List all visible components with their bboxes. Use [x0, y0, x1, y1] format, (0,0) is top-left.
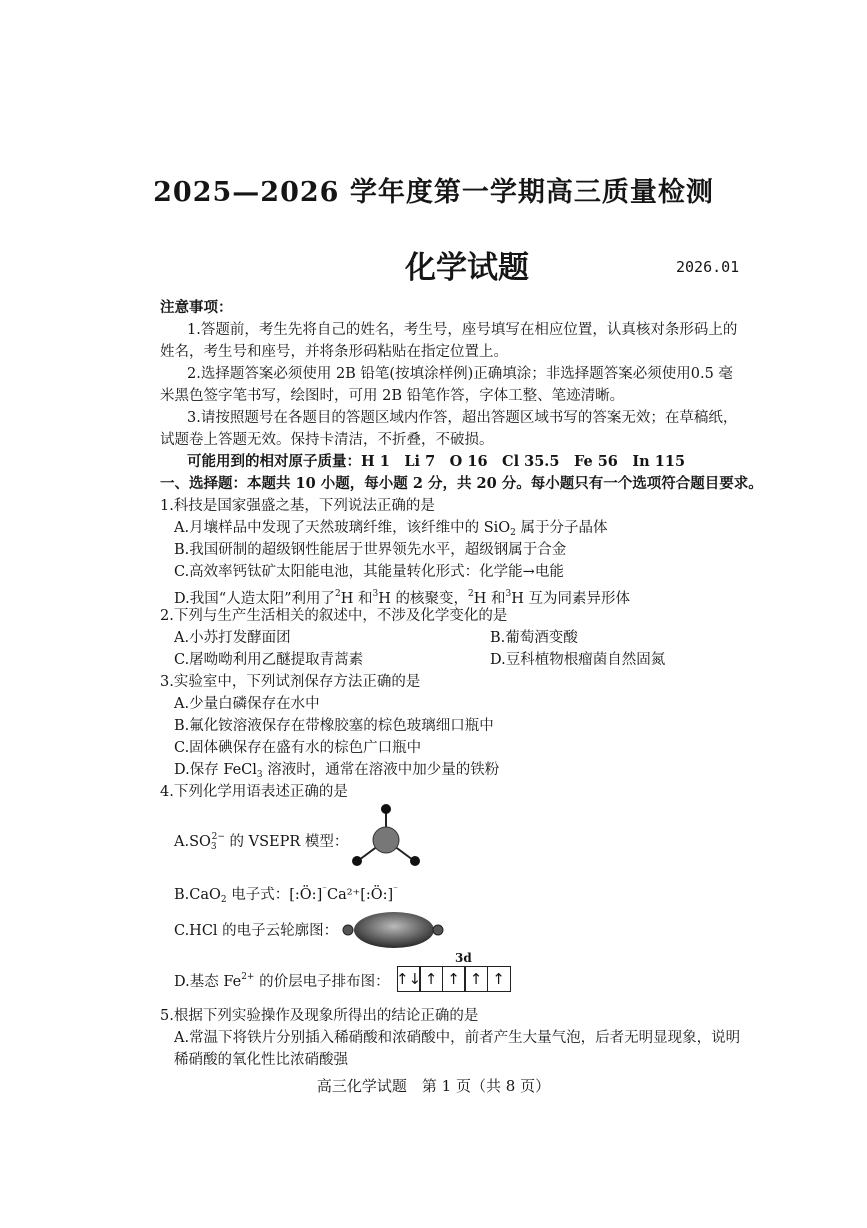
q3-option-a: A.少量白磷保存在水中	[174, 696, 320, 712]
q3-option-c: C.固体碘保存在盛有水的棕色广口瓶中	[174, 740, 422, 756]
orbital-label: 3d	[455, 951, 472, 965]
notice-heading: 注意事项：	[160, 299, 233, 316]
q1-option-a: A.月壤样品中发现了天然玻璃纤维，该纤维中的 SiO$_2$ 属于分子晶体	[174, 520, 608, 538]
q4-option-b: B.CaO$_2$ 电子式：[:Ö:]⁻Ca²⁺[:Ö:]⁻	[174, 885, 398, 905]
subject-title: 化学试题	[405, 250, 529, 286]
orbital-box: ↑	[464, 966, 488, 992]
q4-option-c: C.HCl 的电子云轮廓图：	[174, 923, 339, 939]
q5-option-a-line2: 稀硝酸的氧化性比浓硝酸强	[174, 1052, 348, 1068]
notice-item3-line1: 3.请按照题号在各题目的答题区域内作答，超出答题区域书写的答案无效；在草稿纸，	[187, 410, 738, 426]
orbital-box: ↑	[419, 966, 443, 992]
notice-item1-line1: 1.答题前，考生先将自己的姓名，考生号，座号填写在相应位置，认真核对条形码上的	[187, 322, 738, 338]
q2-option-d: D.豆科植物根瘤菌自然固氮	[490, 652, 666, 668]
q3-option-b: B.氟化铵溶液保存在带橡胶塞的棕色玻璃细口瓶中	[174, 718, 494, 734]
orbital-box: ↑	[487, 966, 511, 992]
vsepr-model-diagram	[345, 800, 435, 872]
cao2-electron-formula: [:Ö:]⁻Ca²⁺[:Ö:]⁻	[289, 885, 398, 903]
atomic-mass-line: 可能用到的相对原子质量：H 1 Li 7 O 16 Cl 35.5 Fe 56 In 115	[187, 453, 686, 470]
fe-orbital-diagram	[395, 966, 511, 992]
section-heading: 一、选择题：本题共 10 小题，每小题 2 分，共 20 分。每小题只有一个选项符合题目要求。	[160, 475, 763, 492]
exam-title: 2025—2026 学年度第一学期高三质量检测	[153, 177, 714, 208]
notice-item2-line1: 2.选择题答案必须使用 2B 铅笔(按填涂样例)正确填涂；非选择题答案必须使用0.5 毫	[187, 366, 733, 382]
q2-option-b: B.葡萄酒变酸	[490, 630, 578, 646]
q5-stem: 5.根据下列实验操作及现象所得出的结论正确的是	[160, 1008, 479, 1024]
q2-option-c: C.屠呦呦利用乙醚提取青蒿素	[174, 652, 364, 668]
notice-item3-line2: 试题卷上答题无效。保持卡清洁，不折叠，不破损。	[160, 432, 494, 448]
hcl-electron-cloud-diagram	[340, 908, 446, 952]
notice-item2-line2: 米黑色签字笔书写，绘图时，可用 2B 铅笔作答，字体工整、笔迹清晰。	[160, 388, 625, 404]
q4-option-d: D.基态 $Fe^{2+}$ 的价层电子排布图：	[174, 972, 390, 990]
q5-option-a-line1: A.常温下将铁片分别插入稀硝酸和浓硝酸中，前者产生大量气泡，后者无明显现象，说明	[174, 1030, 741, 1046]
q2-option-a: A.小苏打发酵面团	[174, 630, 291, 646]
q1-option-c: C.高效率钙钛矿太阳能电池，其能量转化形式：化学能→电能	[174, 564, 564, 580]
exam-date: 2026.01	[676, 258, 740, 276]
q1-stem: 1.科技是国家强盛之基，下列说法正确的是	[160, 498, 435, 514]
q3-stem: 3.实验室中，下列试剂保存方法正确的是	[160, 674, 421, 690]
orbital-box: ↑	[442, 966, 466, 992]
q1-option-d: D.我国“人造太阳”利用了$^2$H 和$^3$H 的核聚变，$^2$H 和$^3$H 互为同素异形体	[174, 589, 631, 607]
q4-stem: 4.下列化学用语表述正确的是	[160, 784, 348, 800]
page-footer: 高三化学试题 第 1 页（共 8 页）	[316, 1077, 551, 1095]
q4-option-a: $A.SO_3^{2-}$ 的 VSEPR 模型：	[174, 832, 349, 852]
notice-item1-line2: 姓名，考生号和座号，并将条形码粘贴在指定位置上。	[160, 344, 508, 360]
q3-option-d: D.保存 FeCl$_3$ 溶液时，通常在溶液中加少量的铁粉	[174, 762, 500, 780]
orbital-box: ↑↓	[397, 966, 421, 992]
q2-stem: 2.下列与生产生活相关的叙述中，不涉及化学变化的是	[160, 608, 508, 624]
q1-option-b: B.我国研制的超级钢性能居于世界领先水平，超级钢属于合金	[174, 542, 567, 558]
